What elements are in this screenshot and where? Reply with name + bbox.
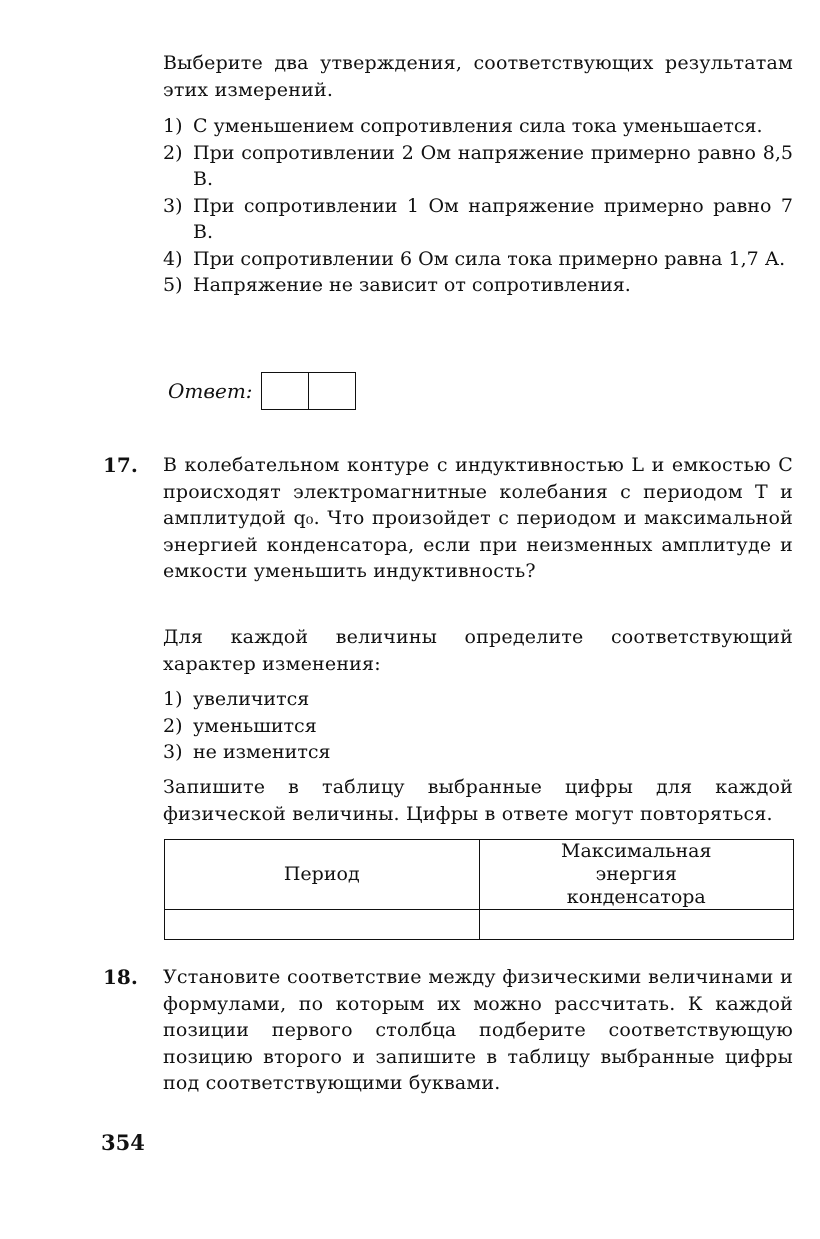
- table-header-energy: Максимальная энергия конденсатора: [479, 840, 794, 910]
- answer-cell[interactable]: [262, 373, 308, 409]
- option-text: При сопротивлении 1 Ом напряжение примерно равно 7 В.: [193, 194, 793, 243]
- q17-block: [163, 452, 793, 585]
- option-number: 2): [163, 714, 183, 737]
- option-number: 1): [163, 115, 183, 137]
- option-text: уменьшится: [193, 714, 317, 737]
- option-number: 5): [163, 274, 183, 296]
- answer-cell[interactable]: [308, 373, 355, 409]
- q16-option: [163, 272, 793, 299]
- q16-options: [163, 113, 793, 299]
- option-number: 1): [163, 688, 183, 710]
- q18-text: Установите соответствие между физическими величинами и формулами, по которым их можно рассчитать. К каждой позиции первого столбца подберите соответствующую позицию второго и запишите в таблицу выбранные цифры под соответствующими буквами.: [163, 966, 793, 1094]
- table-header-period: Период: [165, 840, 480, 910]
- option-text: С уменьшением сопротивления сила тока уменьшается.: [193, 115, 763, 137]
- q18-block: [163, 964, 793, 1097]
- q16-block: [163, 50, 793, 103]
- table-answer-row: [165, 910, 794, 940]
- page-number: 354: [101, 1130, 145, 1155]
- q17-option: [163, 739, 793, 766]
- option-text: не изменится: [193, 741, 331, 763]
- option-text: При сопротивлении 6 Ом сила тока примерно равна 1,7 А.: [193, 247, 786, 270]
- q18-number: 18.: [103, 965, 138, 989]
- answer-cell-energy[interactable]: [479, 910, 794, 940]
- option-number: 3): [163, 194, 183, 217]
- q17-option: [163, 686, 793, 713]
- table-header-row: [165, 840, 794, 910]
- q16-option: [163, 246, 793, 273]
- answer-cell-period[interactable]: [165, 910, 480, 940]
- q17-instruction-block: [163, 624, 793, 677]
- q17-text: В колебательном контуре с индуктивностью L и емкостью C происходят электромагнитные колебания с периодом T и амплитудой q₀. Что произойдет с периодом и максимальной энергией конденсатора, если при неизменных амплитуде и емкости уменьшить индуктивность?: [163, 454, 793, 582]
- q17-table-instruction-block: [163, 774, 793, 827]
- q17-option: [163, 713, 793, 740]
- q17-options: [163, 686, 793, 766]
- answer-box: [261, 372, 356, 410]
- q16-intro: Выберите два утверждения, соответствующих результатам этих измерений.: [163, 52, 793, 101]
- q16-option: [163, 193, 793, 246]
- option-number: 4): [163, 247, 183, 270]
- q16-option: [163, 140, 793, 193]
- q16-option: [163, 113, 793, 140]
- option-text: увеличится: [193, 688, 310, 710]
- option-number: 3): [163, 741, 183, 763]
- answer-table: [164, 839, 794, 940]
- option-text: Напряжение не зависит от сопротивления.: [193, 274, 631, 296]
- answer-row: [168, 372, 356, 410]
- answer-label: Ответ:: [168, 379, 253, 403]
- option-text: При сопротивлении 2 Ом напряжение примерно равно 8,5 В.: [193, 141, 793, 190]
- q17-instruction: Для каждой величины определите соответствующий характер изменения:: [163, 626, 793, 675]
- option-number: 2): [163, 141, 183, 164]
- q17-number: 17.: [103, 453, 138, 477]
- q17-table-instruction: Запишите в таблицу выбранные цифры для каждой физической величины. Цифры в ответе могут повторяться.: [163, 776, 793, 825]
